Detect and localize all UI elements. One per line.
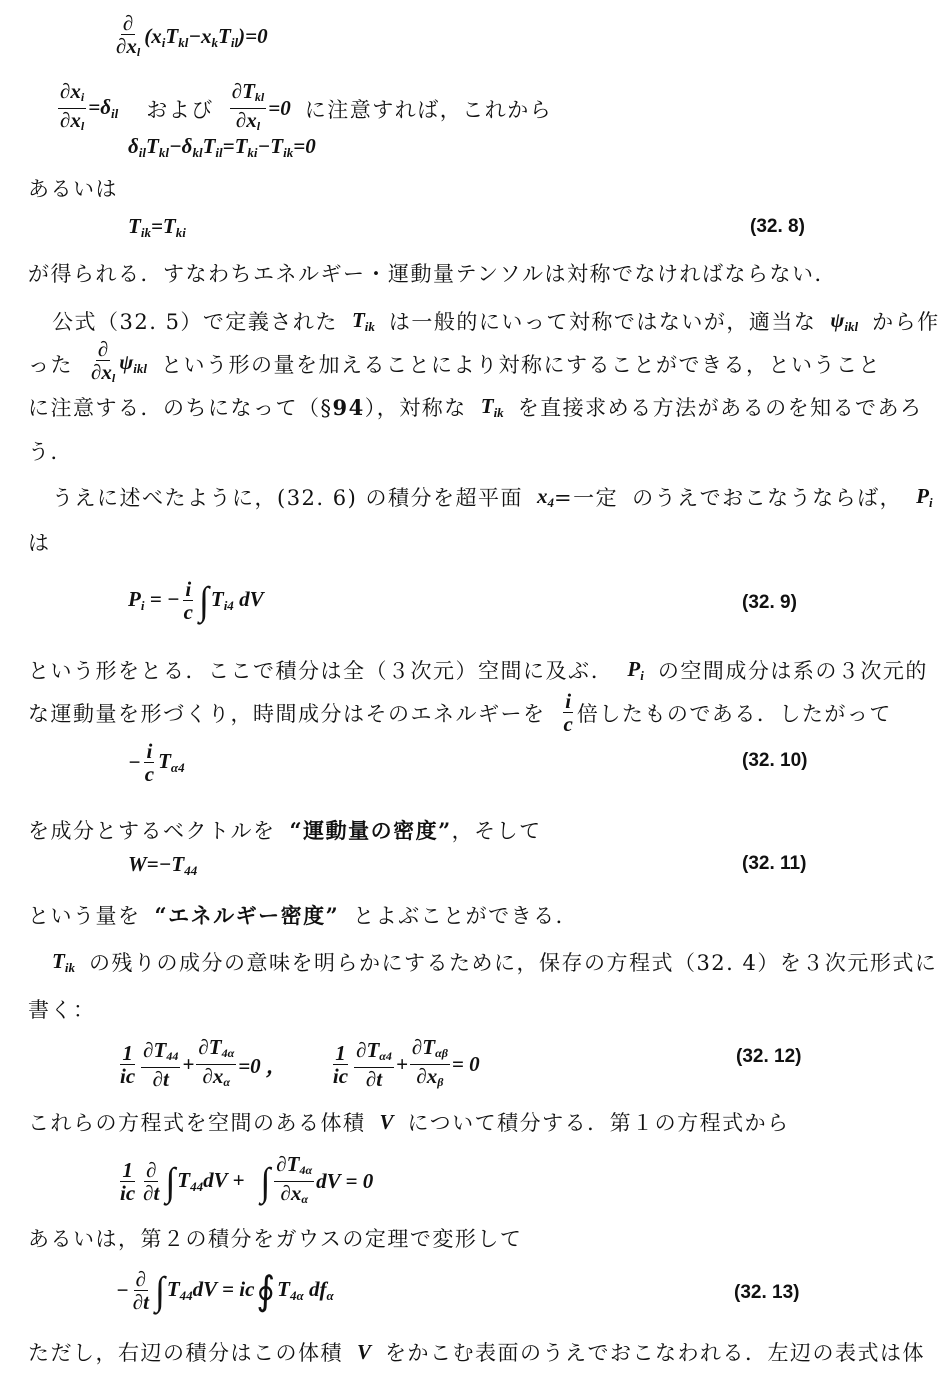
text: ），対称な xyxy=(364,396,467,420)
subscript: α xyxy=(223,1075,231,1089)
subscript: ik xyxy=(364,318,375,334)
fraction xyxy=(196,1036,236,1093)
text: から作 xyxy=(872,310,940,334)
denominator: ∂t xyxy=(143,1181,160,1205)
subscript: i4 xyxy=(223,598,234,613)
text: に注意すれば，これから xyxy=(304,97,553,122)
emphasis: “エネルギー密度” xyxy=(154,903,340,928)
fraction xyxy=(562,690,575,735)
text: を直接求める方法があるのを知るであろ xyxy=(517,396,923,420)
subscript: α4 xyxy=(170,760,185,775)
text-line xyxy=(28,436,73,466)
text: あるいは，第２の積分をガウスの定理で変形して xyxy=(28,1227,523,1251)
subscript: α xyxy=(301,1192,308,1206)
fraction xyxy=(141,1159,161,1204)
numerator: $\partial T_{\alpha 4}$ xyxy=(354,1039,394,1068)
integral-sign: ∫ xyxy=(198,578,209,623)
expression: + xyxy=(395,1052,408,1076)
denominator: $\partial x_l$ xyxy=(91,360,116,385)
math: $x_4$ xyxy=(537,483,554,510)
text: 書く： xyxy=(28,998,96,1022)
text: のうえでおこなうならば， xyxy=(632,486,903,510)
fraction xyxy=(410,1036,450,1093)
text: に注意する．のちになって（§ xyxy=(28,396,333,420)
subscript: α4 xyxy=(379,1049,392,1063)
subscript: 44 xyxy=(166,1049,179,1063)
expression: − xyxy=(128,750,141,774)
equation-derivative xyxy=(112,12,268,63)
subscript: kl xyxy=(178,35,189,50)
denominator: ic xyxy=(332,1064,349,1088)
subscript: ki xyxy=(247,145,258,160)
contour-integral-sign: ∮ xyxy=(256,1268,276,1313)
math: $T_{ik}$ xyxy=(480,393,504,420)
subscript: i xyxy=(928,494,933,510)
fraction xyxy=(274,1153,314,1210)
text: 倍したものである．したがって xyxy=(576,701,892,726)
denominator: ∂t xyxy=(132,1290,149,1314)
numerator: i xyxy=(146,739,153,763)
denominator: $\partial x_\beta$ xyxy=(416,1064,444,1089)
subscript: 4α xyxy=(221,1046,235,1060)
text-line xyxy=(28,392,922,422)
subscript: kl xyxy=(254,90,265,104)
subscript: il xyxy=(138,145,146,160)
expression: $T_{\alpha 4}$ xyxy=(158,749,185,775)
fraction xyxy=(141,1039,180,1090)
text: ，そして xyxy=(451,819,542,843)
text-line xyxy=(56,80,552,137)
integral-sign: ∫ xyxy=(165,1159,176,1204)
subscript: kl xyxy=(158,145,169,160)
expression: dV = 0 xyxy=(316,1169,374,1193)
expression: $\delta_{il}T_{kl}-\delta_{kl}T_{il}=T_{ki}-T_{ik}=0$ xyxy=(128,134,316,160)
equation-label: (32. 9) xyxy=(742,592,797,613)
text: の空間成分は系の３次元的 xyxy=(657,659,928,683)
denominator: c xyxy=(144,762,155,786)
math: $T_{ik}$ xyxy=(351,307,375,334)
text-line xyxy=(28,1107,790,1137)
text: および xyxy=(146,97,214,122)
fraction xyxy=(114,12,142,63)
math: $\psi_{ikl}$ xyxy=(119,350,147,376)
expression: $(x_iT_{kl}-x_kT_{il})=0$ xyxy=(144,24,268,50)
text: は一般的にいって対称ではないが，適当な xyxy=(388,310,817,334)
numerator: $\partial T_{44}$ xyxy=(141,1039,180,1068)
text-line xyxy=(28,173,118,203)
subscript: ik xyxy=(283,145,294,160)
subscript: αβ xyxy=(435,1046,448,1060)
equation-32-10 xyxy=(128,740,185,785)
denominator: ∂t xyxy=(365,1067,383,1091)
numerator: $\partial T_{kl}$ xyxy=(230,80,267,109)
fraction xyxy=(58,80,86,137)
subscript: il xyxy=(110,106,119,121)
equation-32-9 xyxy=(128,578,264,623)
subscript: il xyxy=(230,35,239,50)
text: をかこむ表面のうえでおこなわれる．左辺の表式は体 xyxy=(385,1341,926,1365)
numerator: ∂ xyxy=(135,1267,147,1291)
subscript: 44 xyxy=(190,1179,204,1194)
text: あるいは xyxy=(28,177,118,201)
subscript: i xyxy=(640,667,644,683)
fraction xyxy=(89,338,117,389)
subscript: i xyxy=(140,598,145,613)
text: =一定 xyxy=(554,486,619,510)
subscript: 44 xyxy=(184,863,198,878)
numerator: ∂ xyxy=(146,1158,157,1182)
equation-label: (32. 13) xyxy=(734,1282,800,1303)
text: という形をとる．ここで積分は全（３次元）空間に及ぶ． xyxy=(28,659,614,683)
text-line xyxy=(28,900,578,930)
numerator: $\partial x_i$ xyxy=(58,80,86,109)
subscript: ikl xyxy=(133,361,147,376)
text-line xyxy=(52,482,933,512)
expression: $T_{ik}=T_{ki}$ xyxy=(128,214,186,240)
equation-32-12 xyxy=(116,1036,480,1093)
subscript: ik xyxy=(140,225,151,240)
integral-sign: ∫ xyxy=(154,1268,165,1313)
text-line xyxy=(28,690,892,735)
subscript: l xyxy=(256,119,261,133)
math: $T_{ik}$ xyxy=(52,948,75,975)
text: という形の量を加えることにより対称にすることができる，ということ xyxy=(161,352,881,377)
text: う． xyxy=(28,440,73,464)
expression: − xyxy=(116,1278,129,1302)
expression: =0 xyxy=(268,96,291,120)
subscript: kl xyxy=(192,145,203,160)
numerator: ∂ xyxy=(97,337,109,361)
subscript: il xyxy=(215,145,223,160)
text: 公式（32. 5）で定義された xyxy=(52,310,338,334)
expression: $T_{44}dV$ + xyxy=(177,1168,245,1194)
text-line xyxy=(28,338,881,389)
numerator: 1 xyxy=(122,1041,133,1065)
equation-32-13 xyxy=(116,1268,334,1313)
numerator: 1 xyxy=(335,1041,346,1065)
math: $P_i$ xyxy=(627,656,644,683)
equation xyxy=(116,1153,373,1210)
denominator: $\partial x_\alpha$ xyxy=(280,1181,308,1206)
subscript: 4α xyxy=(299,1163,313,1177)
math: V xyxy=(357,1339,372,1364)
subscript: β xyxy=(437,1075,444,1089)
subscript: k xyxy=(211,35,219,50)
expression: = 0 xyxy=(451,1052,480,1076)
numerator: i xyxy=(185,577,192,601)
fraction xyxy=(131,1268,151,1313)
subscript: ik xyxy=(64,959,75,975)
subscript: 4α xyxy=(290,1288,304,1303)
numerator: $\partial T_{4\alpha}$ xyxy=(274,1153,314,1182)
emphasis: “運動量の密度” xyxy=(289,818,452,843)
text-line xyxy=(28,258,837,288)
text: とよぶことができる． xyxy=(353,904,579,928)
text: った xyxy=(28,352,73,377)
fraction xyxy=(143,740,156,785)
text: な運動量を形づくり，時間成分はそのエネルギーを xyxy=(28,701,546,726)
subscript: ki xyxy=(175,225,186,240)
text-line xyxy=(28,1337,925,1367)
numerator: $\partial T_{\alpha\beta}$ xyxy=(410,1036,450,1065)
denominator: c xyxy=(563,712,573,736)
fraction xyxy=(230,80,267,137)
expression: =0 ， xyxy=(238,1053,287,1078)
section-ref: 94 xyxy=(332,394,365,420)
equation-label: (32. 10) xyxy=(742,750,808,771)
subscript: α xyxy=(326,1288,334,1303)
numerator: ∂ xyxy=(122,11,134,35)
fraction xyxy=(182,578,195,623)
text-line xyxy=(52,306,940,336)
denominator: ∂t xyxy=(152,1067,169,1091)
equation-label: (32. 8) xyxy=(750,216,805,237)
fraction xyxy=(118,1042,137,1087)
expression: $T_{i4}$ dV xyxy=(210,587,264,613)
denominator: $\partial x_l$ xyxy=(60,108,85,133)
denominator: ic xyxy=(120,1181,136,1205)
subscript: l xyxy=(111,371,116,385)
denominator: ic xyxy=(120,1064,136,1088)
subscript: i xyxy=(80,90,85,104)
equation xyxy=(128,134,316,161)
expression: + xyxy=(182,1052,195,1076)
numerator: $\partial T_{4\alpha}$ xyxy=(196,1036,236,1065)
equation-32-8 xyxy=(128,214,186,241)
text-line xyxy=(28,527,51,557)
text: について積分する．第１の方程式から xyxy=(407,1111,790,1135)
numerator: 1 xyxy=(122,1158,133,1182)
text-line xyxy=(28,655,928,685)
equation-32-11 xyxy=(128,852,197,879)
text: が得られる．すなわちエネルギー・運動量テンソルは対称でなければならない． xyxy=(28,262,837,286)
expression: $P_i$ = − xyxy=(128,587,180,613)
text: という量を xyxy=(28,904,141,928)
text: は xyxy=(28,531,51,555)
subscript: l xyxy=(80,119,85,133)
fraction xyxy=(331,1042,350,1087)
denominator: $\partial x_l$ xyxy=(235,108,261,133)
equation-label: (32. 11) xyxy=(742,853,807,874)
text-line xyxy=(28,994,96,1024)
math: $\psi_{ikl}$ xyxy=(830,307,859,334)
text-line xyxy=(52,947,937,977)
equation-label: (32. 12) xyxy=(736,1046,802,1067)
subscript: i xyxy=(161,35,166,50)
subscript: ik xyxy=(493,404,504,420)
text-line xyxy=(28,815,542,845)
text-line xyxy=(28,1223,522,1253)
integral-sign: ∫ xyxy=(260,1159,271,1204)
text: うえに述べたように，(32. 6) の積分を超平面 xyxy=(52,486,523,510)
fraction xyxy=(118,1159,137,1204)
denominator: $\partial x_l$ xyxy=(116,34,141,59)
denominator: $\partial x_\alpha$ xyxy=(202,1064,231,1089)
text: これらの方程式を空間のある体積 xyxy=(28,1111,366,1135)
expression: $W=-T_{44}$ xyxy=(128,852,198,878)
expression: $T_{4\alpha}$ $df_\alpha$ xyxy=(277,1277,334,1303)
expression: $=\delta_{il}$ xyxy=(88,95,119,121)
expression: $T_{44}dV$ = ic xyxy=(166,1277,255,1303)
subscript: ikl xyxy=(844,318,859,334)
text: ただし，右辺の積分はこの体積 xyxy=(28,1341,343,1365)
subscript: 4 xyxy=(547,494,554,510)
denominator: c xyxy=(183,600,193,624)
numerator: i xyxy=(565,689,572,713)
math: $P_i$ xyxy=(916,483,933,510)
fraction xyxy=(354,1039,394,1090)
math: V xyxy=(379,1109,394,1134)
subscript: l xyxy=(136,45,141,59)
text: の残りの成分の意味を明らかにするために，保存の方程式（32. 4）を３次元形式に xyxy=(88,951,938,975)
subscript: 44 xyxy=(179,1288,193,1303)
text: を成分とするベクトルを xyxy=(28,819,276,843)
